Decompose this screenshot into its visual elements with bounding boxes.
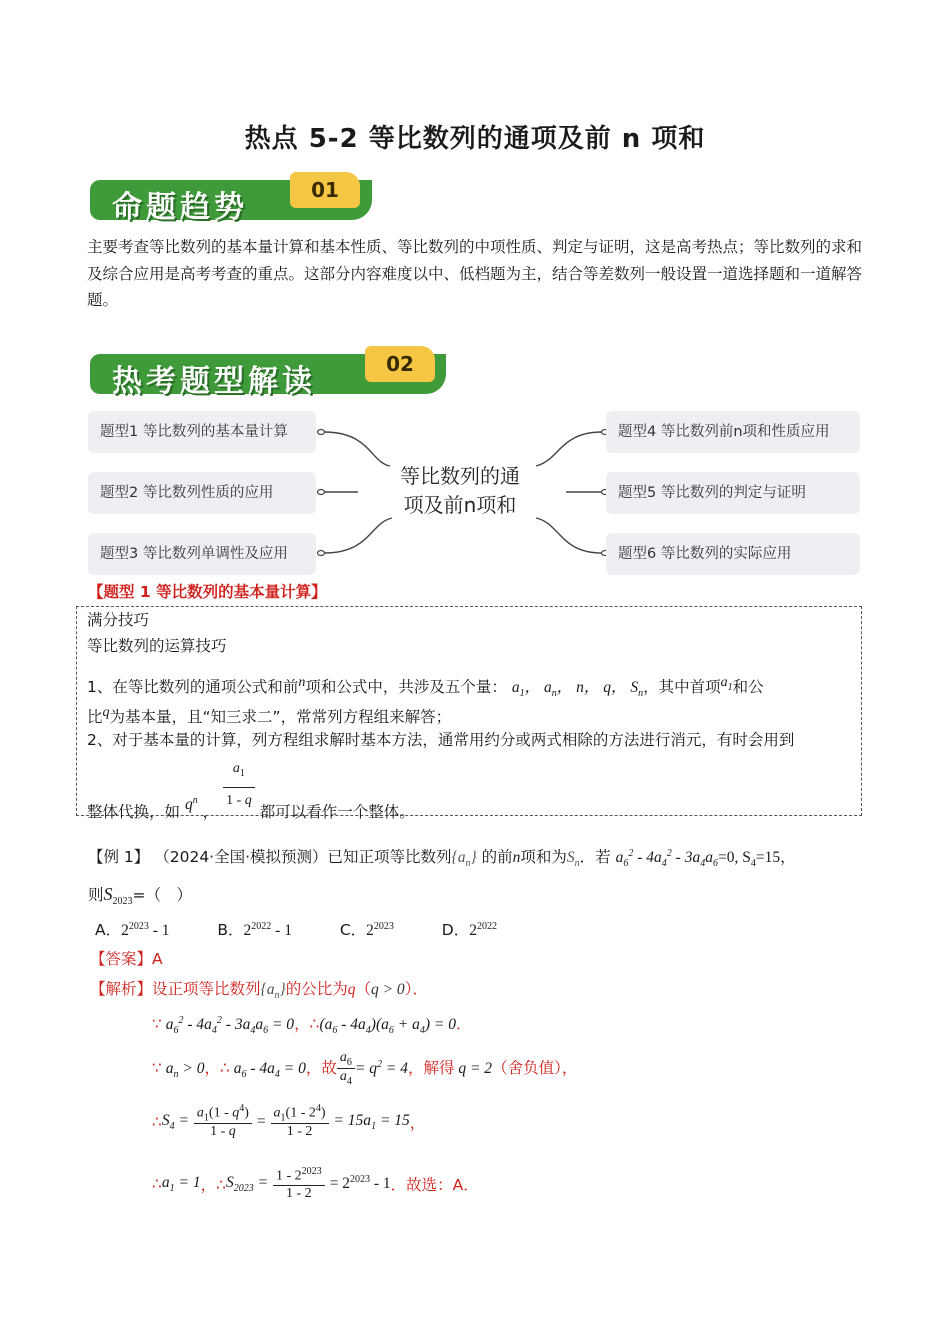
text: 设正项等比数列 (152, 980, 261, 998)
text: 故 (321, 1058, 337, 1077)
text: 和公 (732, 678, 764, 697)
option-c-label: C． (339, 921, 367, 939)
text: （ (355, 980, 371, 998)
example-label: 【例 1】 (88, 848, 150, 866)
analysis-step-3: $\therefore S_4$ = $\frac{a_1(1 - q^4)}{1 - q}$ = $\frac{a_1(1 - 2^4)}{1 - 2}$ = $15a_1 = 15$， (152, 1103, 426, 1140)
tips-item-2: 2、对于基本量的计算，列方程组求解时基本方法，通常用约分或两式相除的方法进行消元，有时会用到 (87, 731, 795, 749)
option-a-label: A． (95, 921, 122, 939)
tips-heading: 满分技巧 (87, 611, 150, 629)
intro-paragraph: 主要考查等比数列的基本量计算和基本性质、等比数列的中项性质、判定与证明，这是高考热点；等比数列的求和及综合应用是高考考查的重点。这部分内容难度以中、低档题为主，结合等差数列一般设置一道选择题和一道解答题。 (87, 238, 863, 309)
text: ）． (404, 980, 428, 998)
text: 则 (88, 886, 104, 904)
text: （舍负值）， (492, 1058, 578, 1077)
mindmap-center (385, 462, 535, 520)
text: =15， (755, 849, 796, 866)
mindmap-topic-1: 题型1 等比数列的基本量计算 (88, 411, 316, 453)
text: 项和公式中，共涉及五个量： (305, 678, 507, 697)
example-1-question: 【例 1】 （2024·全国·模拟预测）已知正项等比数列$\{a_n\}$ 的前n项和为$S_n$．若 $a_6^2 - 4a_4^2 - 3a_4a_6=0$, $S_4=15$， (88, 847, 796, 870)
page-title: 热点 5-2 等比数列的通项及前 n 项和 (244, 124, 706, 154)
section-banner-hot-types (90, 348, 450, 399)
text: 整体代换，如 (87, 803, 181, 822)
section-title-type1: 【题型 1 等比数列的基本量计算】 (88, 583, 327, 601)
tips-item-1-cont: 比$^q$为基本量，且“知三求二”，常常列方程组来解答； (87, 705, 452, 727)
tips-item-3: 整体代换，如 $q^n$ ， $\frac{a_1}{1 - q}$ 都可以看作一个整体。 (87, 756, 857, 825)
mindmap-topic-5: 题型5 等比数列的判定与证明 (606, 472, 860, 514)
mindmap-center-line: 等比数列的通 (400, 464, 520, 488)
option-b-label: B． (217, 921, 244, 939)
text: ，其中首项 (643, 678, 721, 697)
text: ．故选：A． (390, 1175, 479, 1194)
text: ，解得 (407, 1058, 455, 1077)
text: =（ ） (132, 886, 193, 904)
text: 比 (87, 708, 103, 727)
text: 都可以看作一个整体。 (259, 803, 415, 822)
text: ．若 (579, 848, 611, 866)
text: 1、在等比数列的通项公式和前 (87, 678, 299, 697)
mindmap-center-line: 项及前n项和 (403, 493, 517, 517)
example-1-ask: 则$S_{2023}=$（ ） (88, 884, 193, 908)
text: 的公比为 (285, 980, 348, 998)
text: （2024·全国·模拟预测）已知正项等比数列 (154, 848, 452, 866)
analysis-step-1: ∵ $a_6^2 - 4a_4^2 - 3a_4a_6 = 0$，$\therefore(a_6 - 4a_4)(a_6 + a_4) = 0$． (152, 1014, 472, 1037)
answer-label: 【答案】 (90, 950, 153, 968)
text: =0, S (717, 849, 751, 866)
answer-value: A (152, 950, 163, 968)
banner-number: 02 (365, 346, 435, 382)
mindmap-topic-6: 题型6 等比数列的实际应用 (606, 533, 860, 575)
answer-line (90, 947, 163, 969)
analysis-step-2: ∵ $a_n > 0$，∴ $a_6 - 4a_4 = 0$，故 $\frac{a_6}{a_4}$ = $q^2 = 4$，解得 q = 2（舍负值）， (152, 1050, 578, 1087)
banner-label: 热考题型解读 (112, 364, 316, 399)
banner-label: 命题趋势 (112, 190, 248, 225)
option-d-label: D． (441, 921, 470, 939)
mindmap-topic-4: 题型4 等比数列前n项和性质应用 (606, 411, 860, 453)
tips-subheading: 等比数列的运算技巧 (87, 637, 227, 655)
analysis-step-4: $\therefore a_1 = 1$，$\therefore S_{2023}$ = $\frac{1 - 2^{2023}}{1 - 2}$ = $2^{2023} - 1$．故选：A． (152, 1166, 479, 1201)
section-banner-trend (90, 174, 375, 225)
example-1-options: A．$2^{2023} - 1$ B．$2^{2022} - 1$ C．$2^{2023}$ D．$2^{2022}$ (95, 920, 497, 939)
analysis-label: 【解析】 (90, 980, 153, 998)
text: 为基本量，且“知三求二”，常常列方程组来解答； (109, 708, 452, 727)
mindmap-topic-2: 题型2 等比数列性质的应用 (88, 472, 316, 514)
text: 项和为 (520, 848, 567, 866)
banner-number: 01 (290, 172, 360, 208)
analysis-intro: 【解析】设正项等比数列$\{a_n\}$的公比为q（q > 0）． (90, 980, 428, 1002)
text: 的前 (481, 848, 513, 866)
mindmap-topic-3: 题型3 等比数列单调性及应用 (88, 533, 316, 575)
tips-item-1: 1、在等比数列的通项公式和前$^n$项和公式中，共涉及五个量： $a_1$， $a_n$， n， q， $S_n$，其中首项$^{a_1}$和公 (87, 675, 764, 700)
